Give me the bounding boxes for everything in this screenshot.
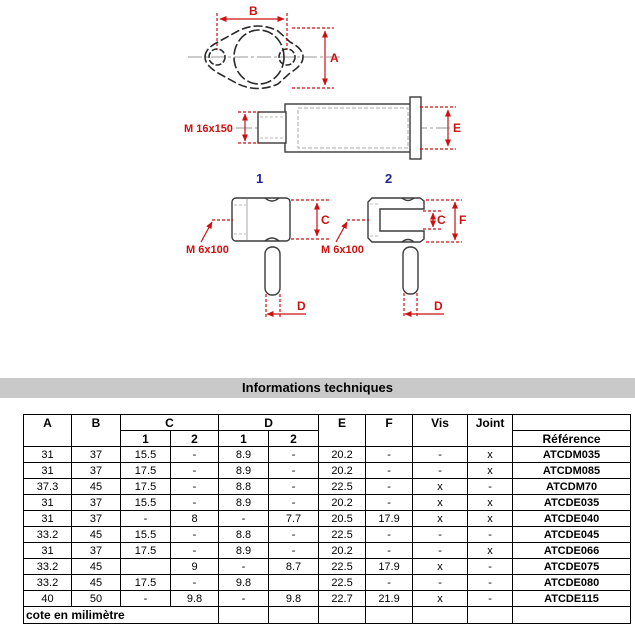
value-cell: 17.9 [366,559,413,575]
dim-label-b: B [249,4,258,18]
footer-empty-cell [413,607,468,624]
col-header-c: C [121,415,219,431]
part2-stud [403,247,418,294]
value-cell: - [413,527,468,543]
part1-number: 1 [256,171,264,186]
value-cell: - [468,591,513,607]
value-cell: - [171,463,219,479]
value-cell: 33.2 [24,575,72,591]
value-cell: 40 [24,591,72,607]
value-cell: 22.7 [319,591,366,607]
value-cell: 15.5 [121,495,171,511]
value-cell: - [171,479,219,495]
value-cell: x [413,479,468,495]
reference-cell: ATCDE040 [513,511,631,527]
value-cell: 17.5 [121,479,171,495]
footer-empty-cell [366,607,413,624]
value-cell: 9.8 [219,575,269,591]
value-cell: - [121,591,171,607]
subheader-d1: 1 [219,431,269,447]
value-cell: 31 [24,463,72,479]
value-cell: 9.8 [171,591,219,607]
value-cell: - [269,447,319,463]
value-cell: 9.8 [269,591,319,607]
spacer-side-view [236,97,450,159]
footer-empty-cell [269,607,319,624]
value-cell: 37.3 [24,479,72,495]
value-cell: - [366,479,413,495]
part1-body [232,198,290,241]
col-header-f: F [366,415,413,447]
reference-cell: ATCDE115 [513,591,631,607]
value-cell: x [468,511,513,527]
value-cell: 31 [24,543,72,559]
dim-label-e: E [453,121,462,135]
value-cell: 20.2 [319,495,366,511]
value-cell: 22.5 [319,527,366,543]
table-row [24,479,631,495]
dim-label-f: F [459,213,467,227]
value-cell [269,575,319,591]
reference-cell: ATCDM085 [513,463,631,479]
col-header-reference-spacer [513,415,631,431]
value-cell: 8.9 [219,543,269,559]
section-title: Informations techniques [242,380,393,395]
reference-cell: ATCDM70 [513,479,631,495]
value-cell: 31 [24,495,72,511]
value-cell: x [468,543,513,559]
value-cell: 8.8 [219,479,269,495]
value-cell: - [171,575,219,591]
value-cell: 17.5 [121,575,171,591]
value-cell: 45 [72,527,121,543]
value-cell: 22.5 [319,575,366,591]
value-cell: 45 [72,559,121,575]
col-header-a: A [24,415,72,447]
thread-main-label: M 16x150 [184,123,233,135]
value-cell: - [269,479,319,495]
footer-row [24,607,631,624]
value-cell: - [366,543,413,559]
value-cell: - [366,463,413,479]
value-cell: x [468,463,513,479]
value-cell: 8.9 [219,463,269,479]
table-row [24,591,631,607]
value-cell: 8 [171,511,219,527]
value-cell: 31 [24,447,72,463]
footer-empty-cell [513,607,631,624]
value-cell: 22.5 [319,559,366,575]
spacer-body [285,104,411,152]
value-cell: 20.2 [319,447,366,463]
value-cell: x [413,495,468,511]
value-cell: 7.7 [269,511,319,527]
dim-label-c1: C [321,213,330,227]
value-cell: - [269,495,319,511]
col-header-joint: Joint [468,415,513,447]
value-cell: 45 [72,575,121,591]
value-cell: - [468,575,513,591]
col-header-vis: Vis [413,415,468,447]
value-cell: - [219,591,269,607]
flange-top-view [188,26,342,89]
technical-data-table [23,414,631,624]
units-note: cote en milimètre [24,607,219,624]
value-cell: 33.2 [24,559,72,575]
value-cell: x [468,447,513,463]
value-cell: 17.5 [121,543,171,559]
table-row [24,575,631,591]
subheader-c1: 1 [121,431,171,447]
col-header-e: E [319,415,366,447]
value-cell: 8.7 [269,559,319,575]
subheader-d2: 2 [269,431,319,447]
value-cell: 21.9 [366,591,413,607]
value-cell: 17.5 [121,463,171,479]
dim-label-c2: C [437,213,446,227]
value-cell: x [468,495,513,511]
thread-small-label-2: M 6x100 [321,244,364,256]
table-row [24,463,631,479]
value-cell: - [171,447,219,463]
value-cell: 45 [72,479,121,495]
section-title-bar [0,378,635,398]
reference-cell: ATCDE080 [513,575,631,591]
value-cell: 37 [72,463,121,479]
value-cell: - [269,543,319,559]
value-cell: - [171,527,219,543]
value-cell: - [468,559,513,575]
value-cell: - [366,495,413,511]
dim-a [292,28,334,88]
reference-cell: ATCDE045 [513,527,631,543]
value-cell: 8.8 [219,527,269,543]
spacer-collar [410,97,421,159]
dim-label-a: A [330,51,339,65]
value-cell: 20.5 [319,511,366,527]
value-cell: 37 [72,495,121,511]
part2-body [368,198,424,242]
footer-empty-cell [468,607,513,624]
value-cell: 37 [72,511,121,527]
col-header-b: B [72,415,121,447]
value-cell: - [413,447,468,463]
table-row [24,527,631,543]
value-cell: x [413,591,468,607]
value-cell [121,559,171,575]
table-row [24,447,631,463]
value-cell: 15.5 [121,527,171,543]
header-row-1 [24,415,631,431]
value-cell: - [269,527,319,543]
subheader-c2: 2 [171,431,219,447]
dim-label-d1: D [297,299,306,313]
value-cell: - [121,511,171,527]
value-cell: - [269,463,319,479]
col-header-d: D [219,415,319,431]
value-cell: - [366,575,413,591]
value-cell: 37 [72,447,121,463]
value-cell: - [413,543,468,559]
value-cell: - [366,527,413,543]
footer-empty-cell [219,607,269,624]
value-cell: - [413,463,468,479]
value-cell: - [413,575,468,591]
part2-drawing [368,198,424,294]
dim-thread-small-2 [336,220,369,242]
value-cell: - [468,527,513,543]
value-cell: 8.9 [219,447,269,463]
value-cell: - [366,447,413,463]
value-cell: - [468,479,513,495]
value-cell: 8.9 [219,495,269,511]
table-body [24,447,631,607]
value-cell: x [413,511,468,527]
value-cell: - [171,543,219,559]
value-cell: 20.2 [319,543,366,559]
dim-thread-small-1 [201,220,233,242]
value-cell: 17.9 [366,511,413,527]
part1-stud [265,247,280,295]
part1-drawing [232,198,290,295]
value-cell: 33.2 [24,527,72,543]
value-cell: 20.2 [319,463,366,479]
value-cell: - [219,511,269,527]
reference-cell: ATCDE066 [513,543,631,559]
value-cell: 37 [72,543,121,559]
footer-empty-cell [319,607,366,624]
value-cell: 50 [72,591,121,607]
value-cell: 15.5 [121,447,171,463]
value-cell: - [219,559,269,575]
col-header-reference: Référence [513,431,631,447]
dim-label-d2: D [434,299,443,313]
value-cell: - [171,495,219,511]
reference-cell: ATCDE075 [513,559,631,575]
table-row [24,559,631,575]
value-cell: 9 [171,559,219,575]
value-cell: 22.5 [319,479,366,495]
table-row [24,543,631,559]
table-row [24,495,631,511]
table-row [24,511,631,527]
reference-cell: ATCDE035 [513,495,631,511]
part2-number: 2 [385,171,393,186]
thread-small-label-1: M 6x100 [186,244,229,256]
value-cell: 31 [24,511,72,527]
value-cell: x [413,559,468,575]
reference-cell: ATCDM035 [513,447,631,463]
